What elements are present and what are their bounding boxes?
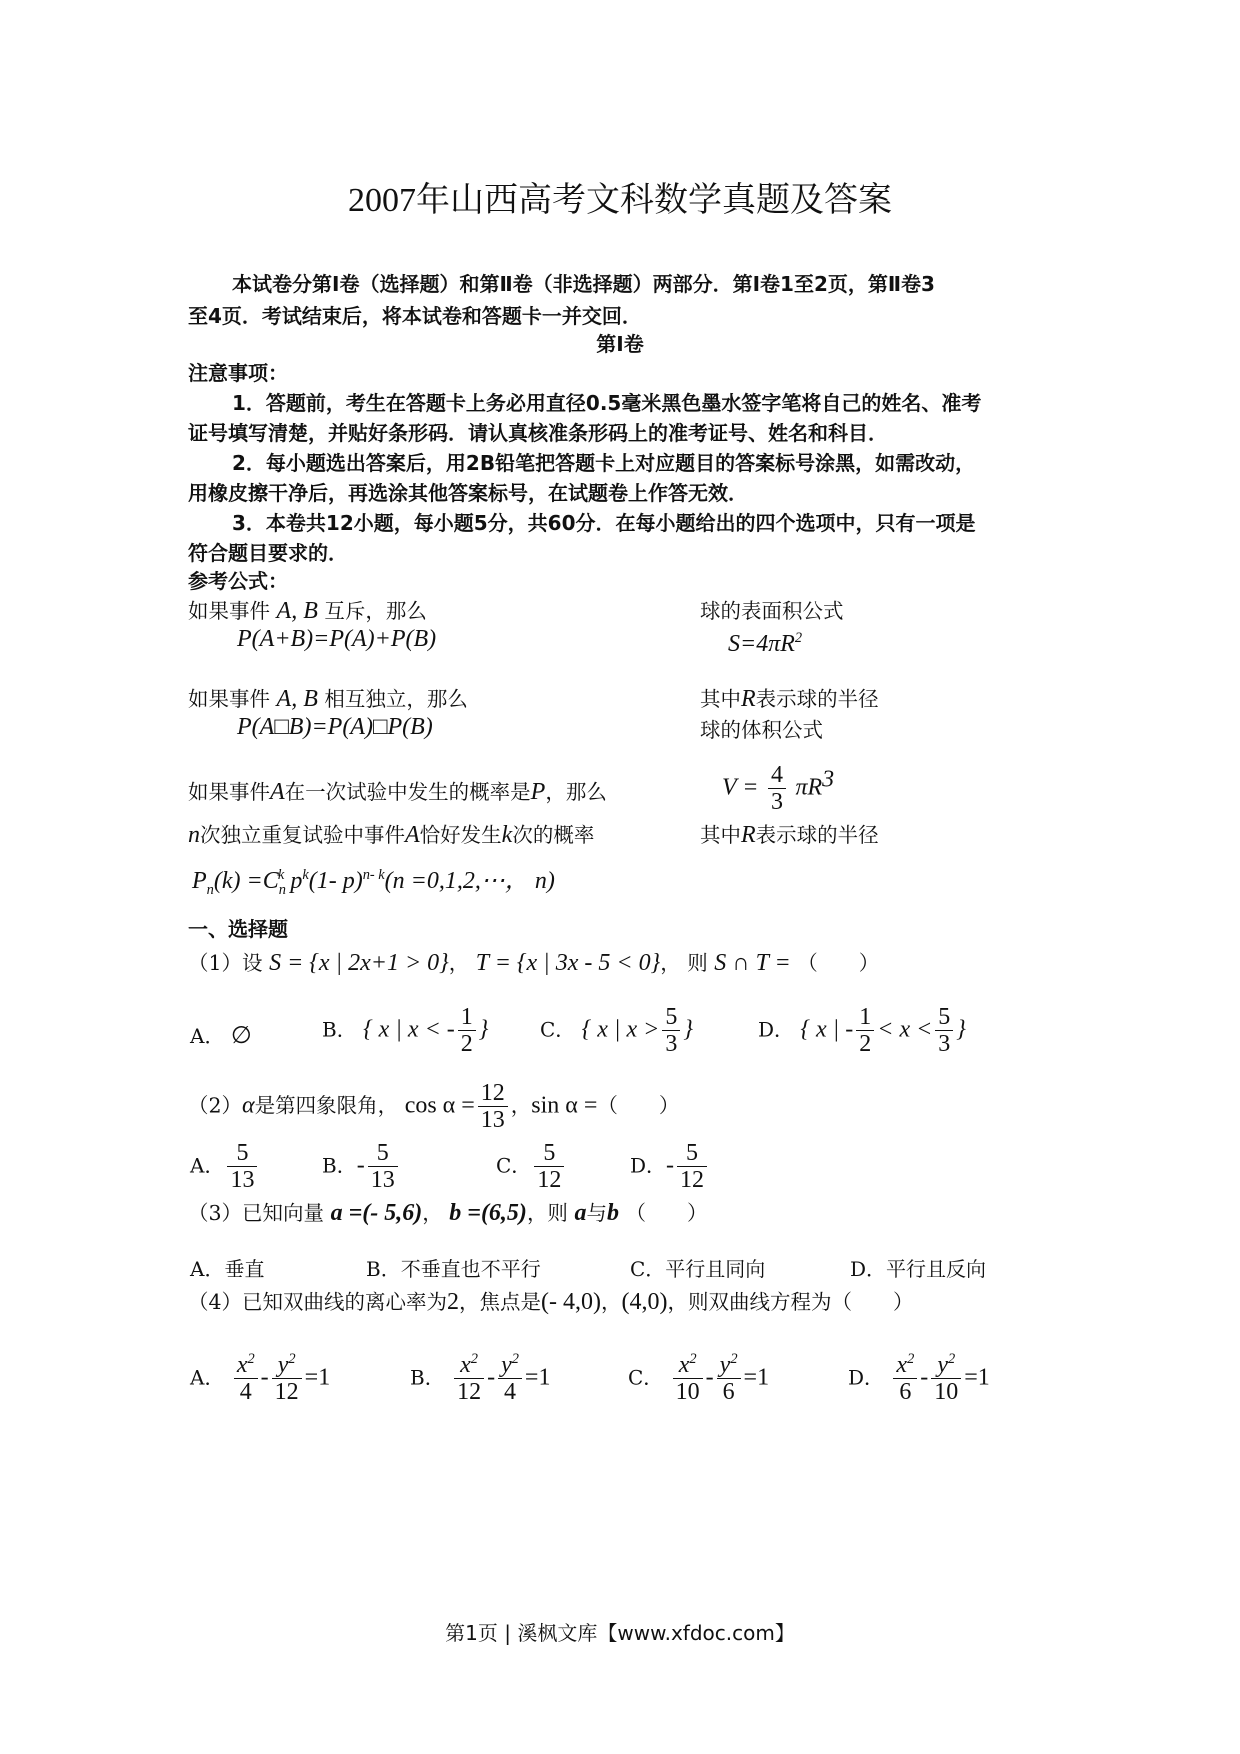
indep-text: 如果事件 A, B 相互独立，那么 xyxy=(188,686,468,712)
question-2: （2）α是第四象限角， cos α = $\frac{12}{13}$ ，sin α =（ ） xyxy=(188,1080,680,1134)
q2-option-d: D．- $\frac{5}{12}$ xyxy=(630,1140,710,1194)
notice-line-4: 用橡皮擦干净后，再选涂其他答案标号，在试题卷上作答无效． xyxy=(188,481,748,505)
sphere-volume-title: 球的体积公式 xyxy=(700,718,823,742)
q3-option-a: A．垂直 xyxy=(190,1257,265,1281)
intro-line-2: 至4页．考试结束后，将本试卷和答题卡一并交回． xyxy=(188,304,642,328)
q2-option-c: C． $\frac{5}{12}$ xyxy=(496,1140,567,1194)
radius-note-2: 其中R表示球的半径 xyxy=(700,822,879,848)
notice-line-3: 2．每小题选出答案后，用2B铅笔把答题卡上对应题目的答案标号涂黑，如需改动， xyxy=(232,451,976,475)
q2-option-a: A． $\frac{5}{13}$ xyxy=(190,1140,260,1194)
sphere-area-formula: $S=4\pi R^2$ xyxy=(728,630,803,657)
question-3: （3）已知向量 a =(- 5,6)， b =(6,5)，则 a与b （ ） xyxy=(188,1200,708,1226)
q4-option-d: D． $\frac{x^2}{6}$ - $\frac{y^2}{10}$ =1 xyxy=(848,1351,990,1406)
part-heading: 第Ⅰ卷 xyxy=(596,332,644,356)
sphere-volume-formula: V = $\frac{4}{3}$ $\pi R^3$ xyxy=(722,762,835,816)
q1-option-d: D． { x | - $\frac{1}{2}$ < x < $\frac{5}{3}$ } xyxy=(758,1004,966,1058)
q1-option-b: B． { x | x < - $\frac{1}{2}$ } xyxy=(322,1004,489,1058)
page-title: 2007年山西高考文科数学真题及答案 xyxy=(348,182,892,219)
radius-note-1: 其中R表示球的半径 xyxy=(700,686,879,712)
q3-option-d: D．平行且反向 xyxy=(850,1257,987,1281)
notice-line-1: 1．答题前，考生在答题卡上务必用直径0.5毫米黑色墨水签字笔将自己的姓名、准考 xyxy=(232,391,982,415)
binomial-formula: $P_n(k) =C_n^k$ $p^k(1-$ p)$^{n- k}$(n =0,1,2,⋯， n) xyxy=(192,867,555,898)
mutex-formula: P(A+B)=P(A)+P(B) xyxy=(237,626,437,652)
sphere-area-title: 球的表面积公式 xyxy=(700,599,844,623)
q2-option-b: B．- $\frac{5}{13}$ xyxy=(322,1140,401,1194)
trial-text: 如果事件A在一次试验中发生的概率是P，那么 xyxy=(188,779,607,805)
mutex-text: 如果事件 A, B 互斥，那么 xyxy=(188,598,427,624)
q4-option-b: B． $\frac{x^2}{12}$ - $\frac{y^2}{4}$ =1 xyxy=(410,1351,551,1406)
trial2-text: n次独立重复试验中事件A恰好发生k次的概率 xyxy=(188,822,595,848)
page-footer: 第1页 | 溪枫文库【www.xfdoc.com】 xyxy=(445,1621,795,1645)
notice-heading: 注意事项： xyxy=(188,361,288,385)
intro-line-1: 本试卷分第Ⅰ卷（选择题）和第Ⅱ卷（非选择题）两部分．第Ⅰ卷1至2页，第Ⅱ卷3 xyxy=(232,272,935,296)
q3-option-c: C．平行且同向 xyxy=(630,1257,766,1281)
notice-line-6: 符合题目要求的． xyxy=(188,541,348,565)
formula-heading: 参考公式： xyxy=(188,569,288,593)
q3-option-b: B．不垂直也不平行 xyxy=(366,1257,541,1281)
notice-line-2: 证号填写清楚，并贴好条形码．请认真核准条形码上的准考证号、姓名和科目． xyxy=(188,421,888,445)
section-heading: 一、选择题 xyxy=(188,917,288,941)
indep-formula: P(A□B)=P(A)□P(B) xyxy=(237,714,433,740)
q1-option-a: A． ∅ xyxy=(190,1023,252,1049)
notice-line-5: 3．本卷共12小题，每小题5分，共60分．在每小题给出的四个选项中，只有一项是 xyxy=(232,511,976,535)
question-1: （1）设 S = {x | 2x+1 > 0}， T = {x | 3x - 5 < 0}， 则 S ∩ T = （ ） xyxy=(188,950,880,976)
q1-option-c: C． { x | x > $\frac{5}{3}$ } xyxy=(540,1004,693,1058)
question-4: （4）已知双曲线的离心率为2，焦点是(- 4,0)，(4,0)，则双曲线方程为（ ） xyxy=(188,1289,914,1315)
q4-option-a: A． $\frac{x^2}{4}$ - $\frac{y^2}{12}$ =1 xyxy=(190,1351,331,1406)
q4-option-c: C． $\frac{x^2}{10}$ - $\frac{y^2}{6}$ =1 xyxy=(628,1351,770,1406)
